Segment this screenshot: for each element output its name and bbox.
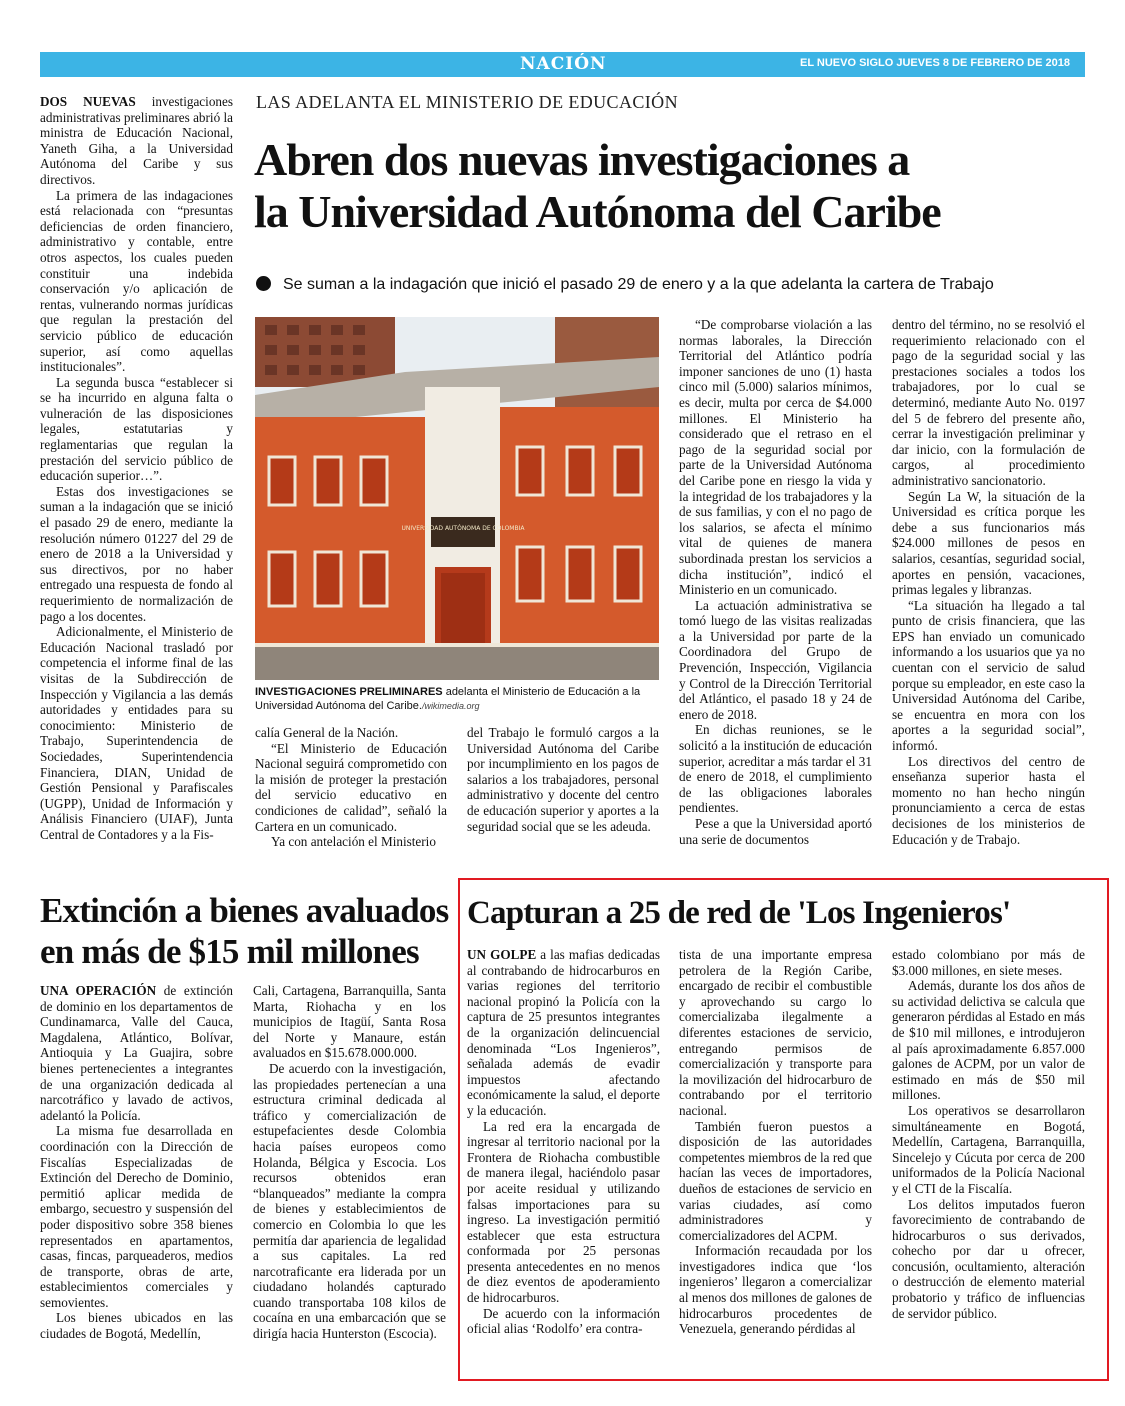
main-headline	[254, 134, 1084, 238]
section-name: NACIÓN	[520, 54, 607, 74]
university-building-photo	[255, 317, 659, 680]
extincion-column-1: UNA OPERACIÓN de extinción de dominio en los departamentos de Cundinamarca, Valle del Cauca, Magdalena, Atlántico, Bolívar, Antioquia y La Guajira, sobre bienes pertenecientes a integrantes de una organización dedicada al narcotráfico y lavado de activos, adelantó la Policía. La misma fue desarrollada en coordinación con la Dirección de Fiscalías Especializadas de Extinción del Derecho de Dominio, permitió aplicar medida de embargo, secuestro y suspensión del poder dispositivo sobre 358 bienes representados en apartamentos, casas, fincas, parqueaderos, medios de transporte, obras de arte, establecimientos comerciales y semovientes. Los bienes ubicados en las ciudades de Bogotá, Medellín,	[40, 983, 233, 1342]
ingenieros-column-1: UN GOLPE a las mafias dedicadas al contrabando de hidrocarburos en varias regiones del territorio nacional propinó la Policía con la captura de 25 presuntos integrantes de la organización delincuencial denominada “Los Ingenieros”, señalada además de evadir impuestos afectando económicamente la salud, el deporte y la educación. La red era la encargada de ingresar al territorio nacional por la Frontera de Riohacha combustible de manera ilegal, haciéndolo pasar por aceite residual y utilizando falsas importaciones para su ingreso. La investigación permitió establecer que esta estructura conformada por 25 personas presenta antecedentes en no menos de diez eventos de apoderamiento de hidrocarburos. De acuerdo con la información oficial alias ‘Rodolfo’ era contra-	[467, 947, 660, 1337]
photo-caption: INVESTIGACIONES PRELIMINARES adelanta el Ministerio de Educación a la Universidad Autónoma del Caribe./wikimedia.org	[255, 686, 641, 712]
main-subhead	[256, 276, 994, 294]
extincion-headline: Extinción a bienes avaluados en más de $15 mil millones	[40, 891, 449, 971]
main-column-1: DOS NUEVAS investigaciones administrativas preliminares abrió la ministra de Educación Nacional, Yaneth Giha, a la Universidad Autónoma del Caribe y sus directivos. La primera de las indagaciones está relacionada con “presuntas deficiencias de orden financiero, administrativo y contable, entre otros aspectos, los cuales pueden constituir una indebida conservación y/o aplicación de rentas, vulnerando normas jurídicas que regulan la prestación del servicio público de educación superior, así como aquellas institucionales”. La segunda busca “establecer si se ha incurrido en alguna falta o vulneración de las disposiciones legales, estatutarias y reglamentarias que regulan la prestación del servicio público de educación superior…”. Estas dos investigaciones se suman a la indagación que se inició el pasado 29 de enero, mediante la resolución número 01227 del 29 de enero de 2018 a la Universidad y sus directivos, por no haber entregado una respuesta de fondo al requerimiento de normalización de pago a los docentes. Adicionalmente, el Ministerio de Educación Nacional trasladó por competencia el informe final de las visitas de la Subdirección de Inspección y Vigilancia a las demás autoridades y entidades para su conocimiento: Ministerio de Trabajo, Superintendencia de Sociedades, Superintendencia Financiera, DIAN, Unidad de Gestión Pensional y Parafiscales (UGPP), Unidad de Información y Análisis Financiero (UIAF), Junta Central de Contadores y a la Fis-	[40, 94, 233, 842]
section-header-bar	[40, 52, 1121, 77]
newspaper-date: EL NUEVO SIGLO JUEVES 8 DE FEBRERO DE 2018	[800, 57, 1070, 69]
main-headline-line2: la Universidad Autónoma del Caribe	[254, 186, 941, 237]
ingenieros-headline: Capturan a 25 de red de 'Los Ingenieros'	[467, 895, 1011, 931]
bullet-icon	[256, 276, 271, 291]
caption-lead: INVESTIGACIONES PRELIMINARES	[255, 686, 443, 698]
main-column-4: “De comprobarse violación a las normas laborales, la Dirección Territorial del Atlántico podría imponer sanciones de uno (1) hasta cinco mil (5.000) salarios mínimos, es decir, multa por cerca de $4.000 millones. El Ministerio ha considerado que el retraso en el pago de la seguridad social por parte de la Universidad Autónoma del Caribe pone en riesgo la vida y la integridad de los trabajadores y la de sus familias, y con el no pago de los salarios, se afecta el mínimo vital de quienes de manera subordinada prestan los servicios a dicha institución”, indicó el Ministerio en un comunicado. La actuación administrativa se tomó luego de las visitas realizadas a la Universidad por parte de la Coordinadora del Grupo de Prevención, Inspección, Vigilancia y Control de la Dirección Territorial del Atlántico, el pasado 18 y 24 de enero de 2018. En dichas reuniones, se le solicitó a la institución de educación superior, acreditar a más tardar el 31 de enero de 2018, el cumplimiento de las obligaciones laborales pendientes. Pese a que la Universidad aportó una serie de documentos	[679, 317, 872, 847]
main-column-5: dentro del término, no se resolvió el requerimiento relacionado con el pago de la seguridad social y las prestaciones sociales a todos los trabajadores, por lo cual se determinó, mediante Auto No. 0197 del 5 de febrero del presente año, cerrar la investigación preliminar y dar inicio, con la formulación de cargos, al procedimiento administrativo sancionatorio. Según La W, la situación de la Universidad es crítica porque les debe a sus funcionarios más $24.000 millones de pesos en salarios, cesantías, seguridad social, aportes en pensión, vacaciones, primas legales y libranzas. “La situación ha llegado a tal punto de crisis financiera, que las EPS han enviado un comunicado informando a los usuarios que ya no cuentan con el servicio de salud porque su empleador, en este caso la Universidad Autónoma del Caribe, se encuentra en mora con los aportes a la seguridad social”, informó. Los directivos del centro de enseñanza superior hasta el momento no han hecho ningún pronunciamiento a cerca de estas decisiones de los ministerios de Educación y de Trabajo.	[892, 317, 1085, 847]
subhead-text: Se suman a la indagación que inició el pasado 29 de enero y a la que adelanta la cartera de Trabajo	[283, 276, 994, 293]
article-kicker: LAS ADELANTA EL MINISTERIO DE EDUCACIÓN	[256, 92, 678, 112]
lead-word: DOS NUEVAS	[40, 94, 136, 109]
building-sign: UNIVERSIDAD AUTÓNOMA DE COLOMBIA	[401, 525, 525, 532]
photo-credit: /wikimedia.org	[421, 701, 480, 711]
extincion-column-2: Cali, Cartagena, Barranquilla, Santa Marta, Riohacha y en los municipios de Itagüí, Santa Rosa del Norte y Manaure, están avaluados en $15.678.000.000. De acuerdo con la investigación, las propiedades pertenecían a una estructura criminal dedicada al tráfico y comercialización de estupefacientes desde Colombia hacia países europeos como Holanda, Bélgica y Escocia. Los recursos obtenidos eran “blanqueados” mediante la compra de bienes y establecimientos de comercio en Colombia lo que les permitía dar apariencia de legalidad a sus capitales. La red narcotraficante era liderada por un ciudadano holandés capturado cuando transportaba 108 kilos de cocaína en una embarcación que se dirigía hacia Hunterston (Escocia).	[253, 983, 446, 1342]
main-column-3: del Trabajo le formuló cargos a la Universidad Autónoma del Caribe por incumplimiento en los pagos de salarios a los trabajadores, personal administrativo y docente del centro de educación superior y aportes a la seguridad social que se les adeuda.	[467, 725, 659, 834]
building-illustration	[255, 317, 659, 680]
ingenieros-column-2: tista de una importante empresa petrolera de la Región Caribe, encargado de recibir el combustible y aprovechando su cargo lo comercializaba ilegalmente a diferentes estaciones de servicio, entregando permisos de comercialización y transporte para la movilización del hidrocarburo de contrabando por el territorio nacional. También fueron puestos a disposición de las autoridades competentes miembros de la red que hacían las veces de importadores, dueños de estaciones de servicio en varias ciudades, así como administradores y comercializadores del ACPM. Información recaudada por los investigadores indica que ‘los ingenieros’ llegaron a comercializar al menos dos millones de galones de hidrocarburos procedentes de Venezuela, generando pérdidas al	[679, 947, 872, 1337]
ingenieros-column-3: estado colombiano por más de $3.000 millones, en siete meses. Además, durante los dos años de su actividad delictiva se calcula que generaron pérdidas al Estado en más de $10 mil millones, e introdujeron al país aproximadamente 6.857.000 galones de ACPM, por un valor de estimado en más de $50 mil millones. Los operativos se desarrollaron simultáneamente en Bogotá, Medellín, Cartagena, Barranquilla, Sincelejo y Cúcuta por cerca de 200 uniformados de la Policía Nacional y el CTI de la Fiscalía. Los delitos imputados fueron favorecimiento de contrabando de hidrocarburos o sus derivados, cohecho por dar u ofrecer, concusión, ocultamiento, alteración o destrucción de elemento material probatorio y tráfico de influencias de servidor público.	[892, 947, 1085, 1321]
main-headline-line1: Abren dos nuevas investigaciones a	[254, 134, 910, 185]
main-column-2: calía General de la Nación. “El Ministerio de Educación Nacional seguirá comprometido con la misión de proteger la prestación del servicio educativo en condiciones de calidad”, señaló la Cartera en un comunicado. Ya con antelación el Ministerio	[255, 725, 447, 850]
page-number: 1B	[1096, 53, 1121, 74]
